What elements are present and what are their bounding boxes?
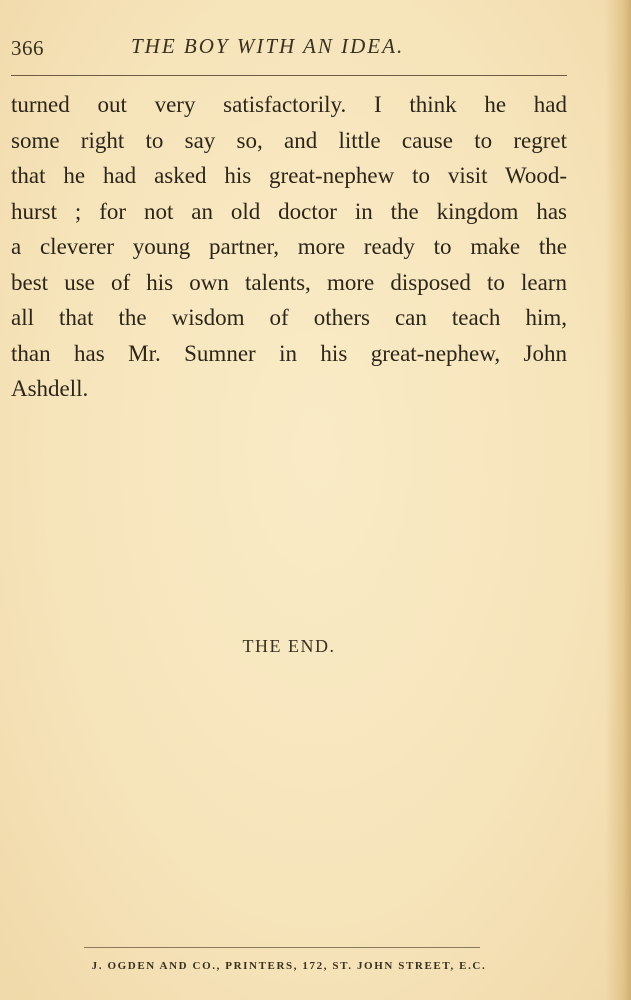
- page-edge-shadow: [605, 0, 631, 1000]
- text-line: a cleverer young partner, more ready to make the: [11, 234, 567, 259]
- footer-rule: [84, 947, 480, 948]
- text-line: that he had asked his great-nephew to visit Wood-: [11, 163, 567, 188]
- text-line: than has Mr. Sumner in his great-nephew, John: [11, 340, 567, 366]
- running-head: THE BOY WITH AN IDEA.: [131, 34, 405, 58]
- text-line: hurst ; for not an old doctor in the kingdom has: [11, 198, 567, 224]
- body-paragraph: [11, 87, 567, 407]
- the-end-label: THE END.: [242, 636, 336, 656]
- text-line: Ashdell.: [11, 376, 89, 401]
- text-line: some right to say so, and little cause to regret: [11, 127, 567, 153]
- page-number: 366: [11, 36, 44, 60]
- text-line: turned out very satisfactorily. I think he had: [11, 92, 567, 117]
- printer-imprint: J. OGDEN AND CO., PRINTERS, 172, ST. JOHN STREET, E.C.: [91, 960, 487, 972]
- header-rule: [11, 75, 567, 76]
- page-header: [11, 32, 567, 66]
- text-line: best use of his own talents, more disposed to learn: [11, 269, 567, 295]
- text-line: all that the wisdom of others can teach him,: [11, 305, 567, 330]
